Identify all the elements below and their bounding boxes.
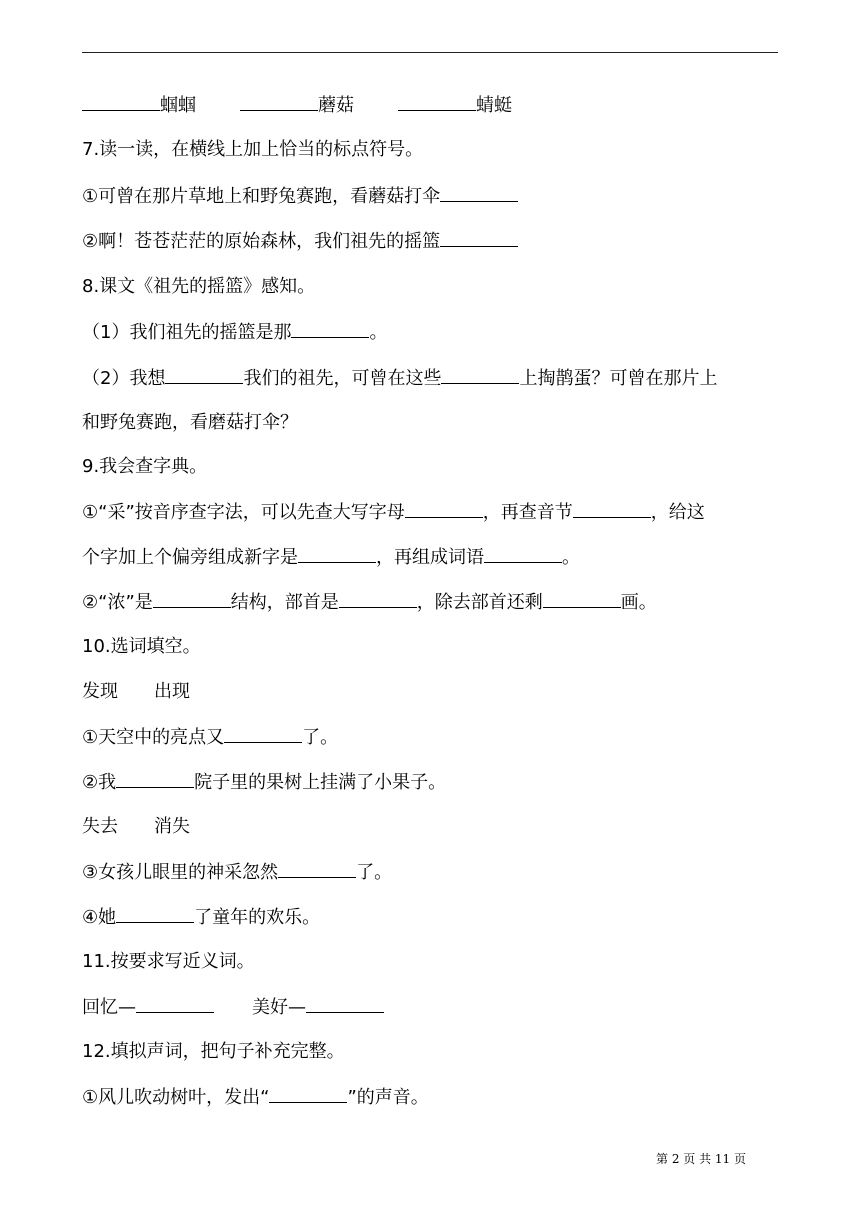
q10-word-options-1: 发现 出现 [82,681,190,702]
blank[interactable] [440,226,518,247]
blank[interactable] [543,587,621,608]
blank[interactable] [278,857,356,878]
blank[interactable] [306,992,384,1013]
blank[interactable] [405,497,483,518]
q12-title: 12.填拟声词，把句子补充完整。 [82,1041,345,1062]
q10-item-2: ②我 院子里的果树上挂满了小果子。 [82,767,782,797]
blank[interactable] [484,542,562,563]
q9-item-2: ②“浓”是 结构，部首是 ，除去部首还剩 画。 [82,587,782,617]
q8-item-1: （1）我们祖先的摇篮是那 。 [82,317,782,347]
blank[interactable] [298,542,376,563]
q10-word-options-2: 失去 消失 [82,816,190,837]
blank[interactable] [153,587,231,608]
header-rule [82,52,778,53]
q10-item-4: ④她 了童年的欢乐。 [82,902,782,932]
q8-title: 8.课文《祖先的摇篮》感知。 [82,276,316,297]
blank[interactable] [339,587,417,608]
q8-item-2-cont: 和野兔赛跑，看磨菇打伞？ [82,412,298,433]
q9-title: 9.我会查字典。 [82,456,208,477]
blank[interactable] [116,902,194,923]
word-qingting: 蜻蜓 [476,95,512,116]
blank[interactable] [82,90,160,111]
word-mogu: 蘑菇 [318,95,354,116]
q11-title: 11.按要求写近义词。 [82,951,255,972]
q10-item-1: ①天空中的亮点又 了。 [82,722,782,752]
blank[interactable] [440,181,518,202]
blank[interactable] [224,722,302,743]
blank[interactable] [116,767,194,788]
q9-item-1-cont: 个字加上个偏旁组成新字是 ，再组成词语 。 [82,542,782,572]
blank[interactable] [291,317,369,338]
q7-item-1: ①可曾在那片草地上和野兔赛跑，看蘑菇打伞 [82,181,782,211]
blank[interactable] [398,90,476,111]
q10-title: 10.选词填空。 [82,636,201,657]
q7-title: 7.读一读，在横线上加上恰当的标点符号。 [82,139,424,160]
word-guoguo: 蝈蝈 [160,95,196,116]
blank[interactable] [165,363,243,384]
q7-item-2: ②啊！苍苍茫茫的原始森林，我们祖先的摇篮 [82,226,782,256]
blank[interactable] [269,1082,347,1103]
q9-item-1: ①“采”按音序查字法，可以先查大写字母 ，再查音节 ，给这 [82,497,782,527]
blank[interactable] [573,497,651,518]
blank[interactable] [441,363,519,384]
page-number: 第 2 页 共 11 页 [656,1152,746,1166]
q11-items: 回忆— 美好— [82,992,782,1022]
blank[interactable] [136,992,214,1013]
q12-item-1: ①风儿吹动树叶，发出“ ”的声音。 [82,1082,782,1112]
blank[interactable] [240,90,318,111]
q6-fill-line [82,90,782,120]
q10-item-3: ③女孩儿眼里的神采忽然 了。 [82,857,782,887]
q8-item-2: （2）我想 我们的祖先，可曾在这些 上掏鹊蛋？可曾在那片上 [82,363,782,393]
